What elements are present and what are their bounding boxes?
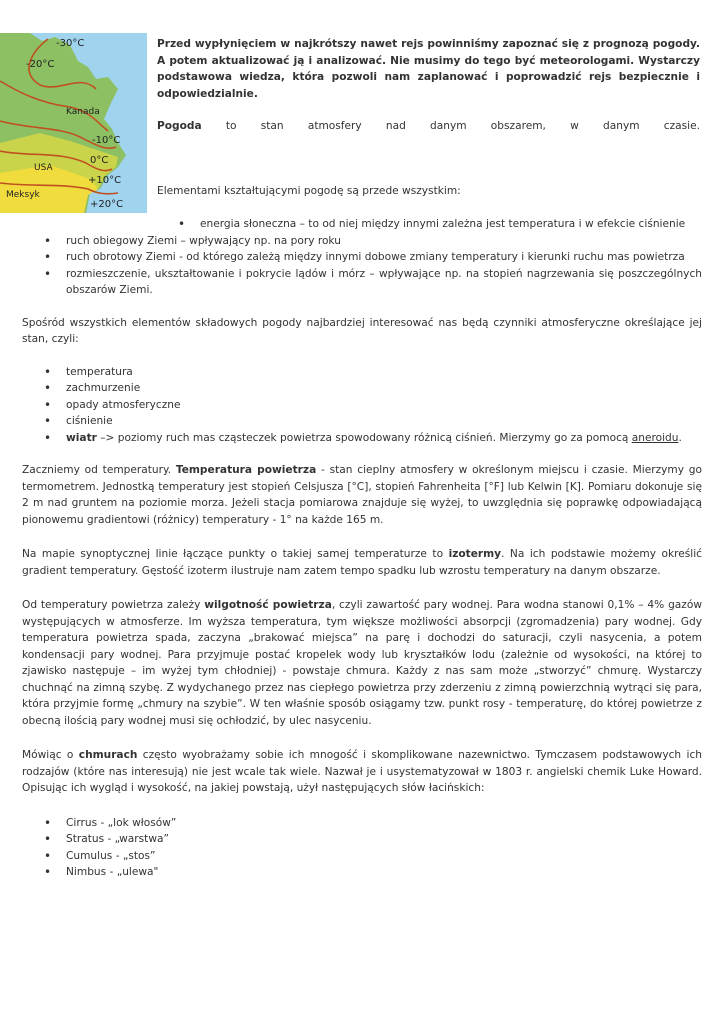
list-item: • Cumulus - „stos” bbox=[22, 848, 702, 865]
map-label: Meksyk bbox=[6, 190, 40, 200]
main-content bbox=[22, 216, 702, 881]
isotherms-pre: Na mapie synoptycznej linie łączące punkty o takiej samej temperaturze to bbox=[22, 548, 449, 560]
map-label: Kanada bbox=[66, 107, 100, 117]
isotherms-paragraph bbox=[22, 546, 702, 579]
isotherm-map-graphic bbox=[0, 33, 147, 213]
clouds-paragraph bbox=[22, 747, 702, 797]
temperature-term: Temperatura powietrza bbox=[175, 464, 317, 476]
weather-definition bbox=[157, 118, 700, 135]
temperature-map bbox=[0, 33, 147, 213]
map-label: -10°C bbox=[92, 135, 121, 146]
clouds-text: często wyobrażamy sobie ich mnogość i skomplikowane nazewnictwo. Tymczasem podstawowych ich rodzajów (które nas interesują) nie jest wcale tak wiele. Nazwał je i usystematyzował w 1803 r. angielski chemik Luke Howard. Opisując ich wygląd i wysokość, na jakiej powstają, użył następujących słów łacińskich: bbox=[22, 749, 703, 794]
isotherms-text: . Na ich podstawie możemy określić gradient temperatury. Gęstość izoterm ilustruje nam zatem tempo spadku lub wzrostu temperatury na danym obszarze. bbox=[22, 548, 702, 577]
temperature-pre: Zaczniemy od temperatury. bbox=[22, 464, 176, 476]
list-item-wind bbox=[22, 430, 702, 447]
elements-intro: Elementami kształtującymi pogodę są przede wszystkim: bbox=[157, 185, 461, 197]
list-item: • zachmurzenie bbox=[22, 380, 702, 397]
list-item: • ruch obrotowy Ziemi - od którego zależą między innymi dobowe zmiany temperatury i kierunki ruchu mas powietrza bbox=[22, 249, 702, 266]
clouds-term: chmurach bbox=[78, 749, 138, 761]
temperature-paragraph bbox=[22, 462, 702, 528]
list-item: • rozmieszczenie, ukształtowanie i pokrycie lądów i mórz – wpływające np. na stopień nagrzewania się poszczególnych obszarów Ziemi. bbox=[22, 266, 702, 299]
factors-intro: Spośród wszystkich elementów składowych pogody najbardziej interesować nas będą czynniki atmosferyczne określające jej stan, czyli: bbox=[22, 316, 702, 345]
temperature-text: - stan cieplny atmosfery w określonym miejscu i czasie. Mierzymy go termometrem. Jednostką temperatury jest stopień Celsjusza [°C], stopień Fahrenheita [°F] lub Kelwin [K]. Pomiaru dokonuje się 2 m nad gruntem na poziomie morza. Jeżeli stacja pomiarowa znajduje się wyżej, to uwzględnia się poprawkę odpowiadającą pionowemu gradientowi (różnicy) temperatury - 1° na każde 165 m. bbox=[22, 464, 703, 526]
weather-term: Pogoda bbox=[157, 120, 202, 132]
humidity-paragraph bbox=[22, 597, 702, 729]
factors-list bbox=[22, 364, 702, 447]
map-label: -20°C bbox=[26, 59, 55, 70]
cloud-types-list bbox=[22, 815, 702, 881]
list-item: • ciśnienie bbox=[22, 413, 702, 430]
aneroid-link[interactable]: aneroidu bbox=[631, 431, 679, 444]
list-item: • Cirrus - „lok włosów” bbox=[22, 815, 702, 832]
list-item: • temperatura bbox=[22, 364, 702, 381]
list-item: • ruch obiegowy Ziemi – wpływający np. na pory roku bbox=[22, 233, 702, 250]
map-label: USA bbox=[34, 163, 53, 173]
intro-paragraph: Przed wypłynięciem w najkrótszy nawet rejs powinniśmy zapoznać się z prognozą pogody. A potem aktualizować ją i analizować. Nie musimy do tego być meteorologami. Wystarczy podstawowa wiedza, która pozwoli nam zaplanować i poprowadzić rejs bezpiecznie i odpowiedzialnie. bbox=[157, 38, 700, 100]
map-label: -30°C bbox=[56, 38, 85, 49]
list-item: • opady atmosferyczne bbox=[22, 397, 702, 414]
map-label: 0°C bbox=[90, 155, 109, 166]
elements-list bbox=[22, 216, 702, 299]
weather-definition-text: to stan atmosfery nad danym obszarem, w danym czasie. bbox=[201, 120, 700, 132]
wind-term: wiatr bbox=[66, 431, 97, 444]
map-label: +10°C bbox=[88, 175, 122, 186]
list-item: • Nimbus - „ulewa" bbox=[22, 864, 702, 881]
map-label: +20°C bbox=[90, 199, 124, 210]
humidity-text: , czyli zawartość pary wodnej. Para wodna stanowi 0,1% – 4% gazów występujących w atmosferze. Im wyższa temperatura, tym większe możliwości absorpcji (zgromadzenia) pary wodnej. Gdy temperatura powietrza spada, zaczyna „brakować miejsca” na parę i dochodzi do saturacji, czyli nasycenia, a potem kondensacji pary wodnej. Para przyjmuje postać kropelek wody lub kryształków lodu (zależnie od wysokości, na której to zjawisko następuje – im wyżej tym chłodniej) - powstaje chmura. Każdy z nas sam może „stworzyć” chmurę. Wystarczy chuchnąć na zimną szybę. Z wydychanego przez nas ciepłego powietrza przy zderzeniu z zimną powierzchnią wytrąci się para, która przyjmie formę „chmury na szybie”. W ten właśnie sposób osiągamy tzw. punkt rosy - temperaturę, do której powietrze z obecną ilością pary wodnej musi się ochłodzić, by ulec nasyceniu. bbox=[22, 599, 703, 727]
isotherms-term: izotermy bbox=[448, 548, 502, 560]
list-item: • energia słoneczna – to od niej między innymi zależna jest temperatura i w efekcie ciśnienie bbox=[22, 216, 702, 233]
humidity-term: wilgotność powietrza bbox=[204, 599, 332, 611]
humidity-pre: Od temperatury powietrza zależy bbox=[22, 599, 205, 611]
list-item: • Stratus - „warstwa” bbox=[22, 831, 702, 848]
wind-text: –> poziomy ruch mas cząsteczek powietrza spowodowany różnicą ciśnień. Mierzymy go za pomocą bbox=[96, 431, 632, 444]
clouds-pre: Mówiąc o bbox=[22, 749, 79, 761]
wind-end: . bbox=[678, 431, 682, 444]
